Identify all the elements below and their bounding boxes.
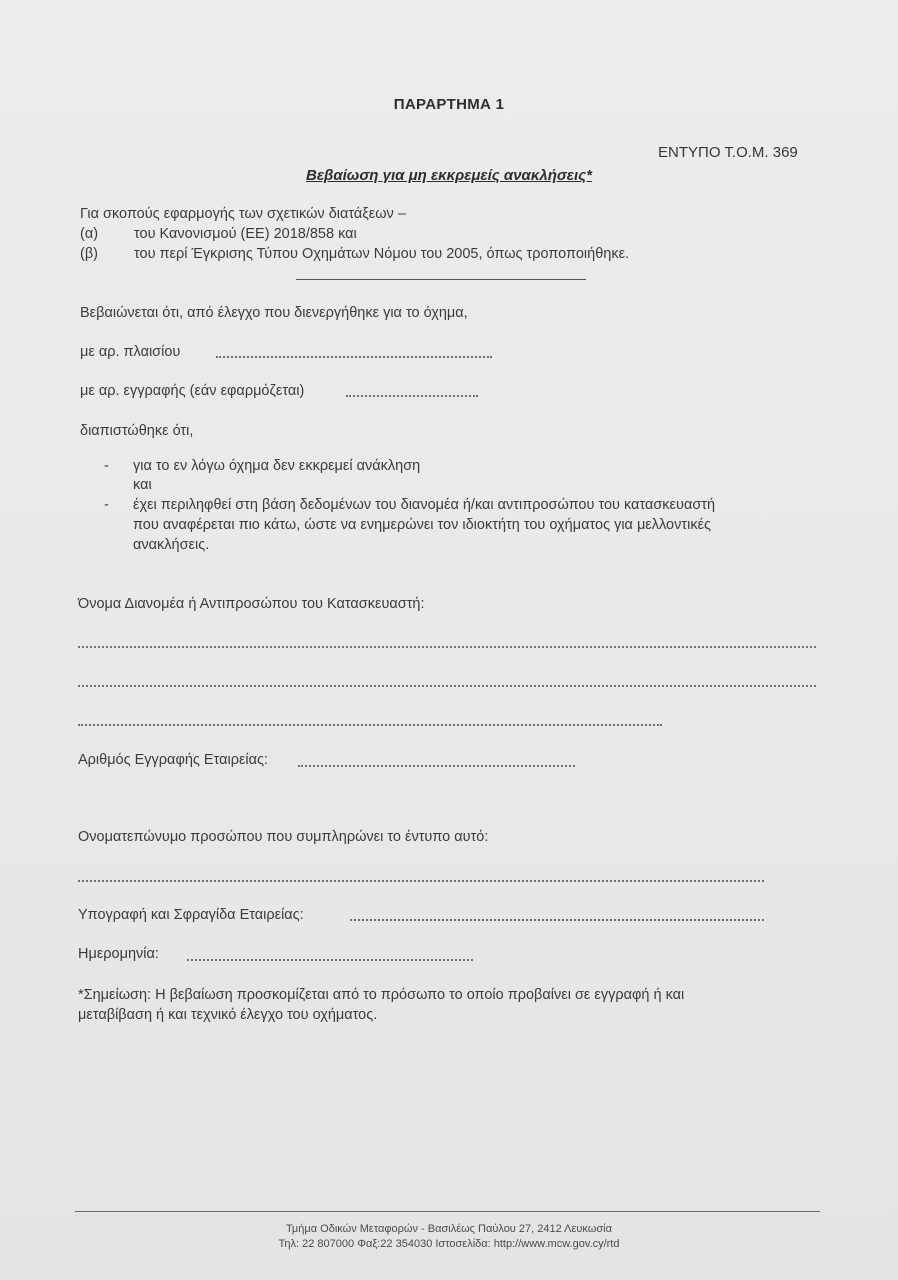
intro-item-b-text: του περί Έγκρισης Τύπου Οχημάτων Νόμου του 2005, όπως τροποποιήθηκε. <box>134 246 630 262</box>
section-divider <box>296 279 586 280</box>
registration-number-field[interactable] <box>346 395 478 397</box>
distributor-name-field-3[interactable] <box>78 724 662 726</box>
finding-2-line-1: έχει περιληφθεί στη βάση δεδομένων του διανομέα ή/και αντιπροσώπου του κατασκευαστή <box>133 497 716 513</box>
signature-stamp-label: Υπογραφή και Σφραγίδα Εταιρείας: <box>78 907 304 923</box>
intro-item-b-marker: (β) <box>80 246 98 262</box>
distributor-name-field-1[interactable] <box>78 646 816 648</box>
bullet-marker-2: - <box>104 497 109 513</box>
finding-2-line-3: ανακλήσεις. <box>133 537 210 553</box>
certification-text: Βεβαιώνεται ότι, από έλεγχο που διενεργήθηκε για το όχημα, <box>80 305 468 321</box>
date-label: Ημερομηνία: <box>78 946 159 962</box>
company-registration-field[interactable] <box>298 765 575 767</box>
bullet-marker-1: - <box>104 458 109 474</box>
finding-1-text: για το εν λόγω όχημα δεν εκκρεμεί ανάκληση <box>133 458 421 474</box>
findings-text: διαπιστώθηκε ότι, <box>80 423 194 439</box>
form-code: ΕΝΤΥΠΟ Τ.Ο.Μ. 369 <box>658 144 798 161</box>
footer-divider <box>75 1211 820 1212</box>
registration-label: με αρ. εγγραφής (εάν εφαρμόζεται) <box>80 383 305 399</box>
signature-stamp-field[interactable] <box>350 919 764 921</box>
finding-2-line-2: που αναφέρεται πιο κάτω, ώστε να ενημερώνει τον ιδιοκτήτη του οχήματος για μελλοντικές <box>133 517 712 533</box>
conjunction-text: και <box>133 477 152 493</box>
distributor-name-label: Όνομα Διανομέα ή Αντιπροσώπου του Κατασκευαστή: <box>78 596 425 612</box>
date-field[interactable] <box>187 959 473 961</box>
document-title: Βεβαίωση για μη εκκρεμείς ανακλήσεις* <box>306 167 592 184</box>
note-line-2: μεταβίβαση ή και τεχνικό έλεγχο του οχήματος. <box>78 1007 378 1023</box>
intro-item-a <box>80 226 357 242</box>
intro-text: Για σκοπούς εφαρμογής των σχετικών διατάξεων – <box>80 206 406 222</box>
intro-item-a-marker: (α) <box>80 226 99 242</box>
filler-name-field[interactable] <box>78 880 764 882</box>
intro-item-a-text: του Κανονισμού (ΕΕ) 2018/858 και <box>134 226 357 242</box>
company-registration-label: Αριθμός Εγγραφής Εταιρείας: <box>78 752 269 768</box>
intro-item-b <box>80 246 629 262</box>
distributor-name-field-2[interactable] <box>78 685 816 687</box>
chassis-number-field[interactable] <box>216 356 492 358</box>
footer-address: Τμήμα Οδικών Μεταφορών - Βασιλέως Παύλου 27, 2412 Λευκωσία <box>286 1223 612 1235</box>
note-line-1: *Σημείωση: Η βεβαίωση προσκομίζεται από το πρόσωπο το οποίο προβαίνει σε εγγραφή ή και <box>78 987 685 1003</box>
annex-title: ΠΑΡΑΡΤΗΜΑ 1 <box>393 96 505 113</box>
filler-name-label: Ονοματεπώνυμο προσώπου που συμπληρώνει το έντυπο αυτό: <box>78 829 489 845</box>
chassis-label: με αρ. πλαισίου <box>80 344 181 360</box>
footer-contacts: Τηλ: 22 807000 Φαξ:22 354030 Ιστοσελίδα: http://www.mcw.gov.cy/rtd <box>278 1238 620 1250</box>
